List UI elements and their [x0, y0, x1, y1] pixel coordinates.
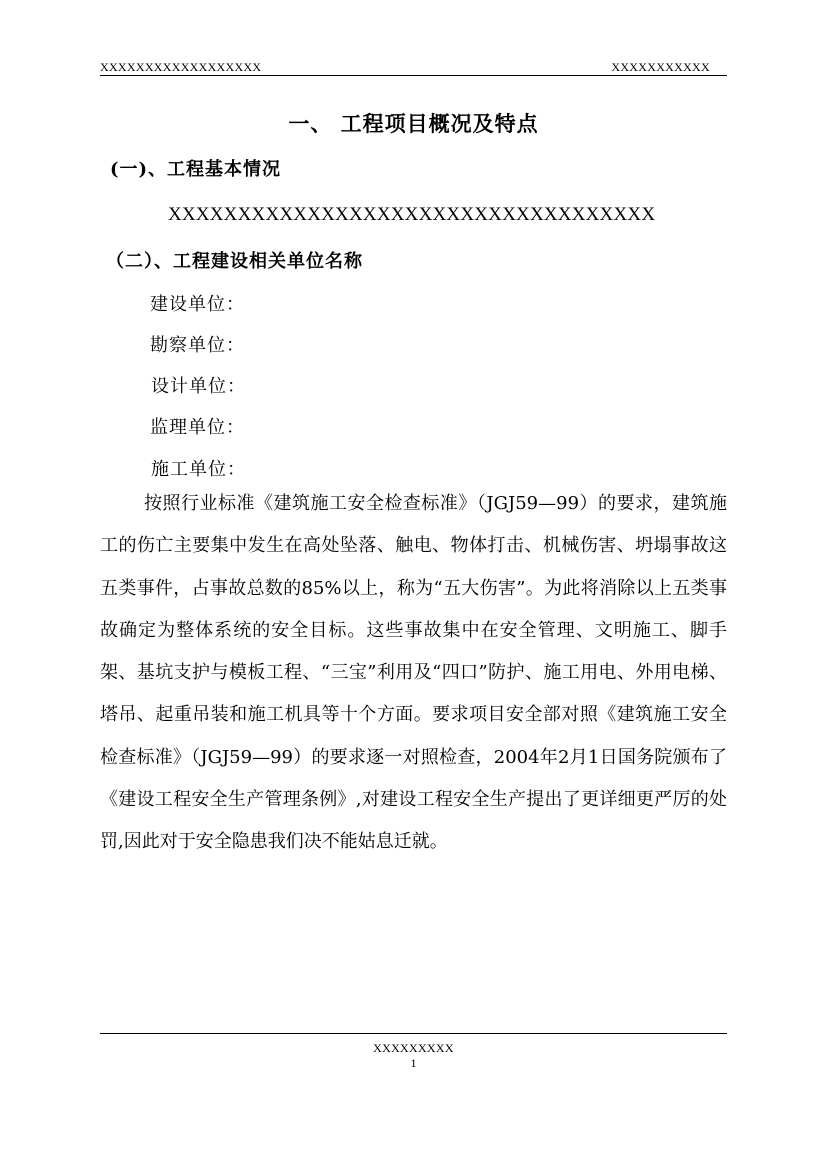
section-heading-basic-info: (一)、工程基本情况 — [110, 159, 282, 180]
basic-info-content: XXXXXXXXXXXXXXXXXXXXXXXXXXXXXXXXXXX — [168, 204, 656, 225]
header-left-text: XXXXXXXXXXXXXXXXXX — [100, 60, 262, 74]
footer-divider — [100, 1033, 727, 1034]
section-heading-related-units: （二）、工程建设相关单位名称 — [106, 251, 363, 272]
header-divider — [100, 75, 727, 76]
page-number: 1 — [410, 1056, 417, 1070]
footer-text: XXXXXXXXX — [373, 1041, 454, 1055]
unit-contractor: 施工单位： — [151, 459, 246, 480]
page-title: 一、 工程项目概况及特点 — [288, 111, 539, 136]
body-paragraph: 按照行业标准《建筑施工安全检查标准》（JGJ59—99）的要求，建筑施工的伤亡主要集中发生在高处坠落、触电、物体打击、机械伤害、坍塌事故这五类事件，占事故总数的85%以上，称为“五大伤害”。为此将消除以上五类事故确定为整体系统的安全目标。这些事故集中在安全管理、文明施工、脚手架、基坑支护与模板工程、“三宝”利用及“四口”防护、施工用电、外用电梯、塔吊、起重吊装和施工机具等十个方面。要求项目安全部对照《建筑施工安全检查标准》（JGJ59—99）的要求逐一对照检查，2004年2月1日国务院颁布了《建设工程安全生产管理条例》,对建设工程安全生产提出了更详细更严厉的处罚,因此对于安全隐患我们决不能姑息迁就。 — [100, 493, 727, 853]
unit-design: 设计单位： — [151, 376, 246, 397]
unit-supervision: 监理单位： — [150, 417, 245, 438]
unit-survey: 勘察单位： — [150, 335, 245, 356]
unit-construction-owner: 建设单位： — [150, 294, 245, 315]
header-right-text: XXXXXXXXXXX — [611, 60, 710, 74]
